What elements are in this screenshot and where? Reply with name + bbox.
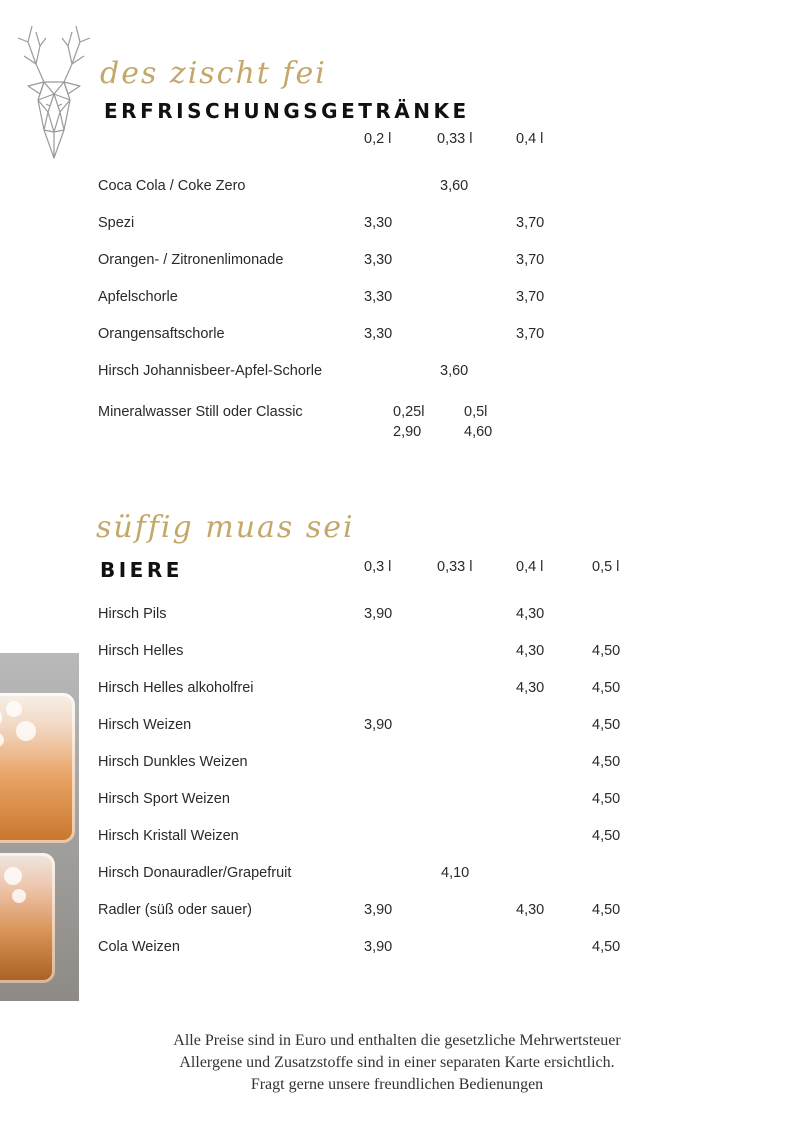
item-name: Radler (süß oder sauer) [98, 902, 252, 918]
price-0-4: 4,30 [516, 902, 545, 918]
price-0-5: 4,50 [592, 828, 621, 844]
item-name: Orangen- / Zitronenlimonade [98, 252, 284, 268]
size-header-0-3: 0,3 l [364, 559, 392, 575]
price-0-2: 3,30 [364, 215, 393, 231]
price-0-5: 4,50 [592, 643, 621, 659]
item-name: Hirsch Kristall Weizen [98, 828, 239, 844]
water-price-1: 2,90 [393, 424, 422, 440]
price-0-4: 4,30 [516, 643, 545, 659]
price-0-33: 4,10 [441, 865, 470, 881]
price-0-4: 4,30 [516, 606, 545, 622]
price-0-3: 3,90 [364, 939, 393, 955]
size-header-0-4: 0,4 l [516, 131, 544, 147]
item-name: Hirsch Pils [98, 606, 167, 622]
item-name: Hirsch Dunkles Weizen [98, 754, 248, 770]
price-0-5: 4,50 [592, 791, 621, 807]
price-0-5: 4,50 [592, 902, 621, 918]
beer-glasses-photo [0, 653, 79, 1001]
price-0-4: 4,30 [516, 680, 545, 696]
size-header-0-33: 0,33 l [437, 131, 473, 147]
beers-heading: BIERE [100, 558, 183, 582]
item-name: Hirsch Helles alkoholfrei [98, 680, 254, 696]
item-name: Hirsch Johannisbeer-Apfel-Schorle [98, 363, 323, 379]
item-name: Cola Weizen [98, 939, 180, 955]
price-0-2: 3,30 [364, 289, 393, 305]
water-price-2: 4,60 [464, 424, 493, 440]
item-name: Hirsch Helles [98, 643, 184, 659]
item-name: Apfelschorle [98, 289, 178, 305]
size-header-0-2: 0,2 l [364, 131, 392, 147]
price-0-5: 4,50 [592, 717, 621, 733]
price-0-2: 3,30 [364, 326, 393, 342]
softdrinks-heading: ERFRISCHUNGSGETRÄNKE [104, 99, 470, 123]
item-name: Coca Cola / Coke Zero [98, 178, 246, 194]
size-header-0-4: 0,4 l [516, 559, 544, 575]
price-0-4: 3,70 [516, 326, 545, 342]
price-0-5: 4,50 [592, 680, 621, 696]
beer-glass-2 [0, 853, 55, 983]
beer-glass-1 [0, 693, 75, 843]
price-0-5: 4,50 [592, 939, 621, 955]
price-0-3: 3,90 [364, 717, 393, 733]
item-name: Hirsch Weizen [98, 717, 192, 733]
price-0-3: 3,90 [364, 606, 393, 622]
item-name: Orangensaftschorle [98, 326, 225, 342]
water-name: Mineralwasser Still oder Classic [98, 404, 303, 420]
water-size-1: 0,25l [393, 404, 425, 420]
footer-line-3: Fragt gerne unsere freundlichen Bedienungen [250, 1076, 544, 1093]
price-0-33: 3,60 [440, 178, 469, 194]
price-0-4: 3,70 [516, 215, 545, 231]
price-0-4: 3,70 [516, 289, 545, 305]
item-name: Hirsch Sport Weizen [98, 791, 230, 807]
size-header-0-33: 0,33 l [437, 559, 473, 575]
size-header-0-5: 0,5 l [592, 559, 620, 575]
water-size-2: 0,5l [464, 404, 488, 420]
deer-head-icon [14, 20, 94, 162]
footer-line-1: Alle Preise sind in Euro und enthalten die gesetzliche Mehrwertsteuer [173, 1032, 621, 1049]
beers-script-title: süffig muas sei [96, 510, 355, 545]
price-0-3: 3,90 [364, 902, 393, 918]
price-0-5: 4,50 [592, 754, 621, 770]
price-0-4: 3,70 [516, 252, 545, 268]
item-name: Hirsch Donauradler/Grapefruit [98, 865, 292, 881]
price-0-33: 3,60 [440, 363, 469, 379]
footer-line-2: Allergene und Zusatzstoffe sind in einer separaten Karte ersichtlich. [179, 1054, 615, 1071]
item-name: Spezi [98, 215, 135, 231]
softdrinks-script-title: des zischt fei [100, 56, 327, 91]
price-0-2: 3,30 [364, 252, 393, 268]
